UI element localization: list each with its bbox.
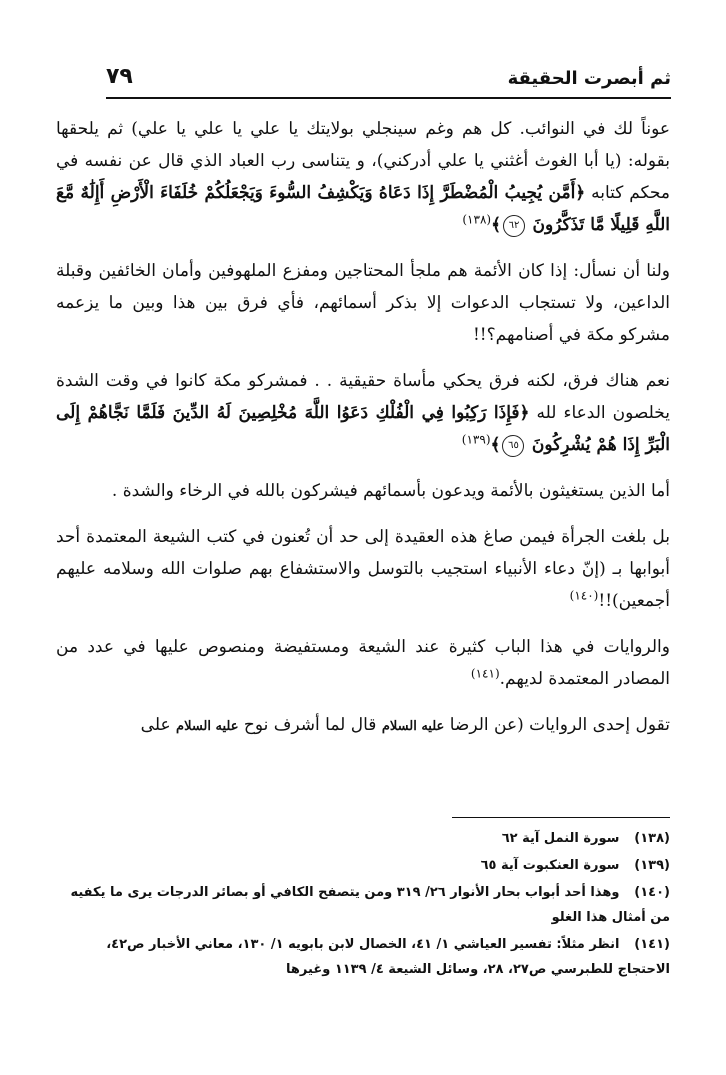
header-divider: [106, 97, 671, 99]
footnote-item: [56, 853, 670, 878]
footnote-item: [56, 880, 670, 930]
paragraph-5: [56, 521, 670, 617]
footnote-number: (١٣٩): [634, 858, 670, 873]
footnote-number: (١٤٠): [634, 885, 670, 900]
quran-verse: ﴿أَمَّن يُجِيبُ الْمُضْطَرَّ إِذَا دَعَاهُ وَيَكْشِفُ السُّوءَ وَيَجْعَلُكُمْ خُلَفَاءَ الْأَرْضِ أَإِلَٰهٌ مَّعَ اللَّهِ قَلِيلًا مَّا تَذَكَّرُونَ: [56, 183, 670, 235]
paragraph-2: [56, 255, 670, 351]
paragraph-6: [56, 631, 670, 695]
paragraph-text: أما الذين يستغيثون بالأئمة ويدعون بأسمائهم فيشركون بالله في الرخاء والشدة .: [111, 481, 670, 501]
footnote-text: سورة النمل آية ٦٢: [501, 831, 620, 846]
footnote-ref: (١٤١): [470, 666, 500, 681]
footnote-text: وهذا أحد أبواب بحار الأنوار ٢٦/ ٣١٩ ومن يتصفح الكافي أو بصائر الدرجات يرى ما يكفيه من أمثال هذا الغلو: [70, 885, 670, 925]
paragraph-text: بل بلغت الجرأة فيمن صاغ هذه العقيدة إلى حد أن تُعنون في كتب الشيعة المعتمدة أحد أبوابها بـ (إنّ دعاء الأنبياء استجيب بالتوسل والاستشفاع بهم صلوات الله وسلامه عليهم أجمعين)!!: [56, 527, 670, 611]
paragraph-text: ولنا أن نسأل: إذا كان الأئمة هم ملجأ المحتاجين ومفزع الملهوفين وأمان الخائفين وقبلة الداعين، ولا تستجاب الدعوات إلا بذكر أسمائهم، فأي فرق بين هذا وبين ما يزعمه مشركو مكة في أصنامهم؟!!: [56, 261, 670, 345]
footnote-divider: [452, 817, 670, 818]
paragraph-4: [56, 475, 670, 507]
quran-verse: ﴿فَإِذَا رَكِبُوا فِي الْفُلْكِ دَعَوُا اللَّهَ مُخْلِصِينَ لَهُ الدِّينَ فَلَمَّا نَجَّاهُمْ إِلَى الْبَرِّ إِذَا هُمْ يُشْرِكُونَ: [56, 403, 670, 455]
salutation-glyph: عليه السلام: [381, 719, 445, 734]
footnote-number: (١٤١): [634, 937, 670, 952]
quran-close-bracket: ﴾: [490, 435, 501, 455]
paragraph-text: نعم هناك فرق، لكنه فرق يحكي مأساة حقيقية . . فمشركو مكة كانوا في وقت الشدة يخلصون الدعاء لله: [56, 371, 670, 423]
main-text: [56, 113, 670, 757]
salutation-glyph: عليه السلام: [176, 719, 239, 734]
paragraph-7: [56, 709, 670, 743]
footnote-number: (١٣٨): [634, 831, 670, 846]
footnotes: [56, 826, 670, 984]
running-title: ثم أبصرت الحقيقة: [507, 68, 671, 89]
footnote-ref: (١٣٩): [461, 432, 491, 447]
paragraph-text: عوناً لك في النوائب. كل هم وغم سينجلي بولايتك يا علي يا علي يا علي) ثم يلحقها بقوله: (يا أبا الغوث أغثني يا علي أدركني)، و يتناسى رب العباد الذي قال عن نفسه في محكم كتابه: [56, 119, 670, 203]
page-number: ٧٩: [106, 64, 133, 89]
ayah-number-marker: ٦٥: [502, 435, 524, 457]
page-header: [106, 60, 671, 94]
footnote-item: [56, 932, 670, 982]
paragraph-text: قال لما أشرف نوح: [238, 715, 382, 735]
ayah-number-marker: ٦٢: [503, 215, 525, 237]
paragraph-1: [56, 113, 670, 241]
footnote-item: [56, 826, 670, 851]
paragraph-text: والروايات في هذا الباب كثيرة عند الشيعة ومستفيضة ومنصوص عليها في عدد من المصادر المعتمدة لديهم.: [56, 637, 670, 689]
paragraph-text: تقول إحدى الروايات (عن الرضا: [444, 715, 670, 735]
paragraph-text: على: [140, 715, 177, 735]
footnote-ref: (١٤٠): [569, 588, 599, 603]
footnote-ref: (١٣٨): [462, 212, 492, 227]
footnote-text: انظر مثلاً: تفسير العياشي ١/ ٤١، الخصال لابن بابويه ١/ ١٣٠، معاني الأخبار ص٤٢، الاحتجاج للطبرسي ص٢٧، ٢٨، وسائل الشيعة ٤/ ١١٣٩ وغيرها: [106, 937, 670, 977]
quran-close-bracket: ﴾: [491, 215, 502, 235]
footnote-text: سورة العنكبوت آية ٦٥: [480, 858, 620, 873]
paragraph-3: [56, 365, 670, 461]
